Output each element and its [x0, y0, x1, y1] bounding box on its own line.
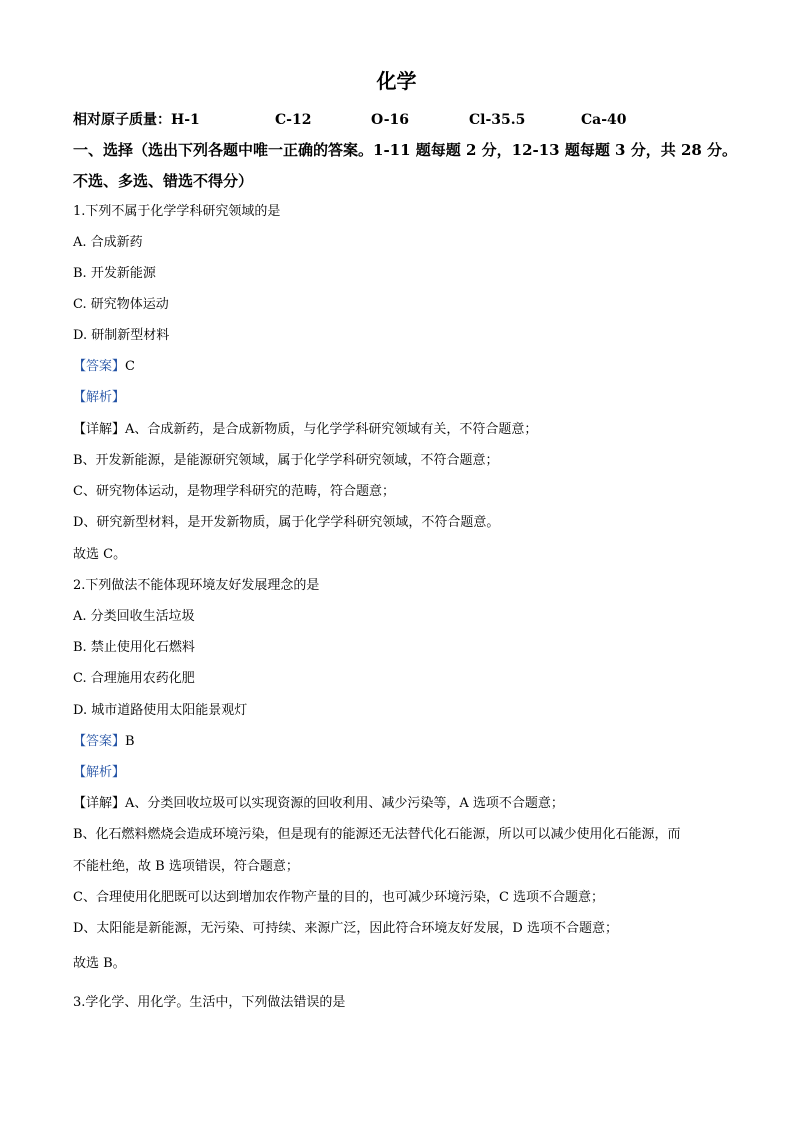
detail-line	[73, 421, 733, 439]
detail-line: 不能杜绝，故 B 选项错误，符合题意；	[73, 859, 299, 874]
atomic-mass-item: Ca-40	[581, 112, 627, 128]
atomic-masses-label: 相对原子质量：H-1	[73, 112, 200, 128]
detail-line	[73, 795, 733, 813]
detail-line: D、太阳能是新能源，无污染、可持续、来源广泛，因此符合环境友好发展，D 选项不合题意；	[73, 921, 618, 936]
answer-line	[73, 733, 733, 751]
atomic-mass-item: Cl-35.5	[469, 112, 526, 128]
detail-line: C、合理使用化肥既可以达到增加农作物产量的目的，也可减少环境污染，C 选项不合题意；	[73, 890, 605, 905]
detail-tag: 【详解】	[73, 796, 126, 811]
option-b: B. 禁止使用化石燃料	[73, 640, 195, 655]
option-c: C. 合理施用农药化肥	[73, 671, 195, 686]
question-stem: 1.下列不属于化学学科研究领域的是	[73, 204, 281, 219]
answer-tag: 【答案】	[73, 359, 126, 374]
detail-tag: 【详解】	[73, 422, 126, 437]
answer-value: B	[125, 734, 135, 749]
analysis-tag: 【解析】	[73, 765, 126, 780]
atomic-mass-item: O-16	[371, 112, 410, 128]
detail-line: C、研究物体运动，是物理学科研究的范畴，符合题意；	[73, 484, 395, 499]
option-d: D. 城市道路使用太阳能景观灯	[73, 703, 248, 718]
question-stem: 2.下列做法不能体现环境友好发展理念的是	[73, 578, 320, 593]
conclusion: 故选 C。	[73, 547, 127, 562]
option-c: C. 研究物体运动	[73, 297, 169, 312]
page-title: 化学	[376, 69, 417, 93]
section-heading-cont: 不选、多选、错选不得分）	[73, 172, 254, 190]
answer-line	[73, 358, 733, 376]
answer-tag: 【答案】	[73, 734, 126, 749]
option-b: B. 开发新能源	[73, 266, 156, 281]
option-a: A. 合成新药	[73, 235, 143, 250]
option-d: D. 研制新型材料	[73, 328, 170, 343]
atomic-mass-item: C-12	[275, 112, 312, 128]
answer-value: C	[125, 359, 135, 374]
detail-line: D、研究新型材料，是开发新物质，属于化学学科研究领域，不符合题意。	[73, 515, 500, 530]
conclusion: 故选 B。	[73, 956, 126, 971]
detail-line: B、化石燃料燃烧会造成环境污染，但是现有的能源还无法替代化石能源，所以可以减少使用化石能源，而	[73, 827, 681, 842]
question-stem: 3.学化学、用化学。生活中，下列做法错误的是	[73, 995, 346, 1010]
detail-line: B、开发新能源，是能源研究领域，属于化学学科研究领域，不符合题意；	[73, 453, 499, 468]
analysis-tag: 【解析】	[73, 390, 126, 405]
detail-text: A、合成新药，是合成新物质，与化学学科研究领域有关，不符合题意；	[125, 422, 538, 437]
detail-text: A、分类回收垃圾可以实现资源的回收利用、减少污染等，A 选项不合题意；	[125, 796, 564, 811]
section-heading: 一、选择（选出下列各题中唯一正确的答案。1-11 题每题 2 分，12-13 题每题 3 分，共 28 分。	[73, 141, 738, 159]
option-a: A. 分类回收生活垃圾	[73, 609, 195, 624]
